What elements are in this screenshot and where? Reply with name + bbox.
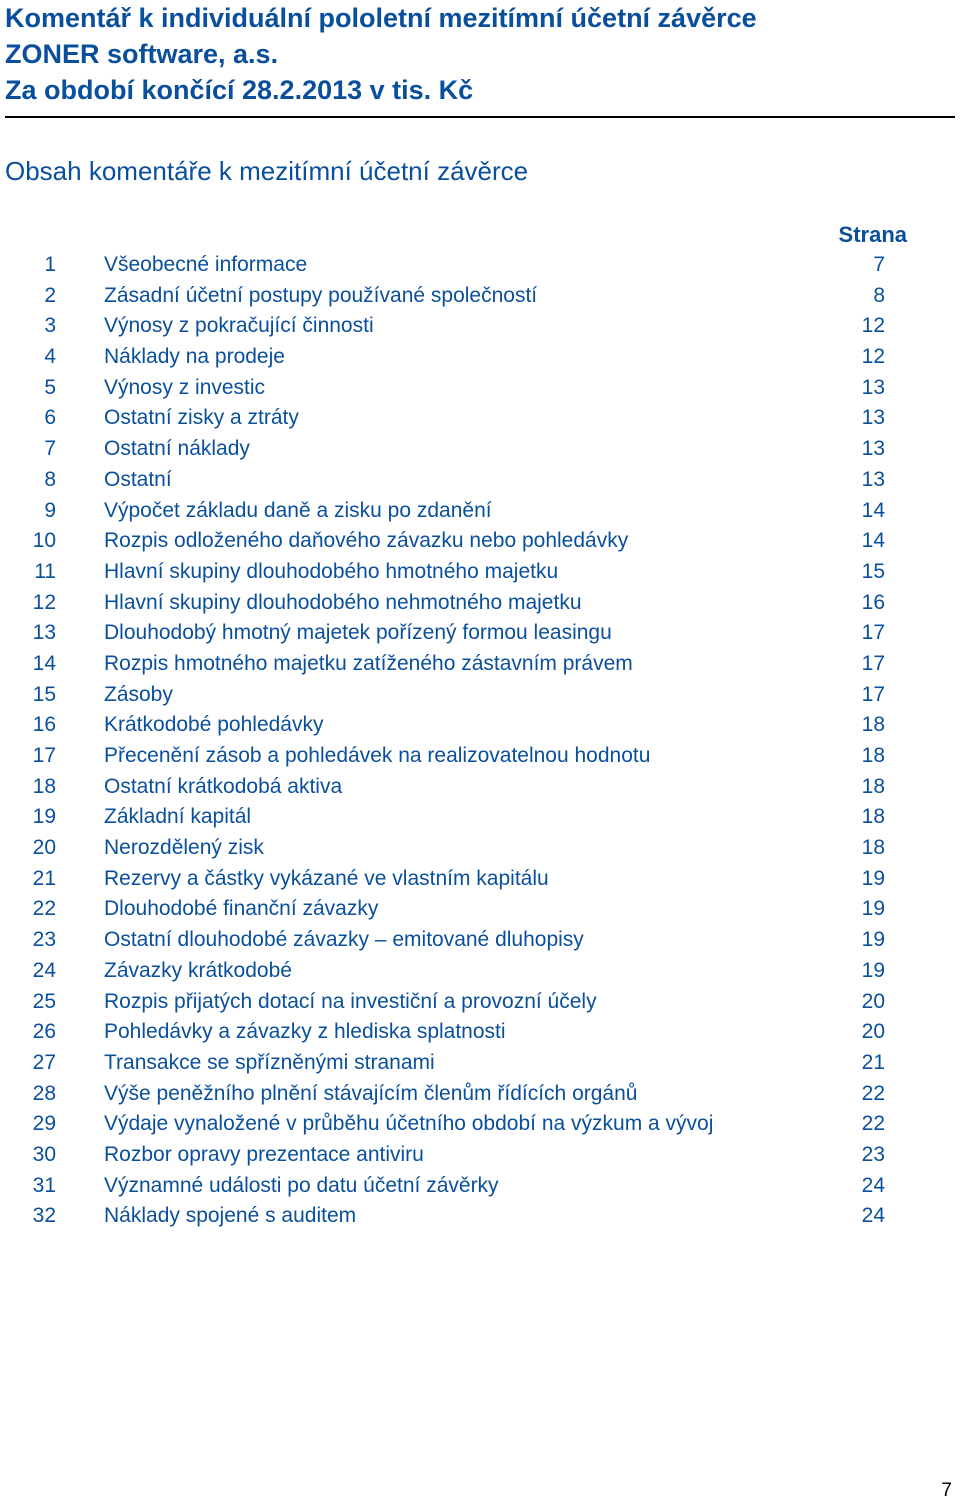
toc-entry-page: 19 [861, 866, 885, 890]
toc-entry-number: 13 [32, 621, 56, 645]
page-number: 7 [941, 1480, 952, 1501]
table-of-contents [0, 250, 960, 1232]
toc-entry[interactable] [0, 864, 960, 895]
toc-entry-page: 17 [861, 682, 885, 706]
document-title: Komentář k individuální pololetní mezitímní účetní závěrce [5, 3, 757, 33]
toc-entry[interactable] [0, 649, 960, 680]
toc-entry-page: 14 [861, 529, 885, 553]
toc-entry[interactable] [0, 342, 960, 373]
toc-entry-page: 23 [861, 1142, 885, 1166]
toc-entry-number: 28 [32, 1081, 56, 1105]
toc-entry-title: Hlavní skupiny dlouhodobého nehmotného majetku [104, 590, 582, 614]
toc-entry-page: 13 [861, 437, 885, 461]
toc-entry-number: 25 [32, 989, 56, 1013]
toc-entry-title: Rozpis přijatých dotací na investiční a provozní účely [104, 989, 597, 1013]
toc-entry[interactable] [0, 710, 960, 741]
toc-entry-page: 8 [873, 283, 885, 307]
toc-entry-number: 17 [32, 744, 56, 767]
toc-entry-page: 17 [861, 651, 885, 675]
toc-entry-number: 18 [32, 774, 56, 798]
toc-entry-number: 30 [32, 1142, 56, 1166]
toc-entry-title: Výpočet základu daně a zisku po zdanění [104, 498, 492, 522]
toc-entry-number: 10 [32, 529, 56, 553]
toc-entry-title: Zásadní účetní postupy používané společností [104, 283, 538, 307]
toc-entry[interactable] [0, 1109, 960, 1140]
reporting-period: Za období končící 28.2.2013 v tis. Kč [5, 75, 474, 105]
toc-entry-page: 20 [861, 1020, 885, 1044]
toc-entry-title: Ostatní krátkodobá aktiva [104, 774, 343, 798]
toc-entry-title: Rozpis hmotného majetku zatíženého zástavním právem [104, 651, 633, 675]
toc-entry-number: 12 [32, 590, 56, 614]
toc-entry[interactable] [0, 496, 960, 527]
toc-entry-title: Dlouhodobé finanční závazky [104, 897, 379, 921]
toc-entry-title: Závazky krátkodobé [104, 958, 292, 982]
toc-entry-title: Výnosy z investic [104, 375, 266, 399]
toc-entry-number: 26 [32, 1020, 56, 1044]
toc-entry[interactable] [0, 802, 960, 833]
toc-entry[interactable] [0, 373, 960, 404]
toc-entry-title: Krátkodobé pohledávky [104, 713, 324, 737]
toc-entry[interactable] [0, 1140, 960, 1171]
toc-entry[interactable] [0, 618, 960, 649]
toc-entry-page: 13 [861, 375, 885, 399]
toc-entry-number: 3 [44, 314, 56, 338]
toc-entry-number: 8 [44, 467, 56, 491]
toc-entry-number: 21 [32, 866, 56, 890]
toc-entry-number: 7 [44, 437, 56, 461]
toc-entry-number: 29 [32, 1112, 56, 1136]
toc-entry[interactable] [0, 1079, 960, 1110]
toc-entry-number: 31 [32, 1173, 56, 1197]
toc-entry-title: Ostatní dlouhodobé závazky – emitované dluhopisy [104, 928, 584, 952]
toc-entry-page: 15 [861, 559, 885, 583]
toc-entry[interactable] [0, 894, 960, 925]
toc-entry-title: Přecenění zásob a pohledávek na realizovatelnou hodnotu [104, 744, 651, 767]
toc-entry-title: Transakce se spřízněnými stranami [104, 1050, 435, 1074]
toc-entry-number: 16 [32, 713, 56, 737]
toc-entry-number: 24 [32, 958, 56, 982]
toc-entry-page: 18 [861, 836, 885, 860]
toc-entry-page: 16 [861, 590, 885, 614]
toc-entry[interactable] [0, 1017, 960, 1048]
toc-entry[interactable] [0, 1201, 960, 1232]
toc-entry-title: Rozbor opravy prezentace antiviru [104, 1142, 424, 1166]
document-header [5, 0, 757, 108]
toc-entry[interactable] [0, 956, 960, 987]
toc-entry[interactable] [0, 925, 960, 956]
company-name: ZONER software, a.s. [5, 39, 279, 69]
toc-entry-page: 12 [861, 314, 885, 338]
toc-entry-title: Výnosy z pokračující činnosti [104, 314, 374, 338]
page-column-label: Strana [838, 222, 907, 247]
toc-entry-page: 24 [861, 1173, 885, 1197]
toc-entry-number: 23 [32, 928, 56, 952]
toc-entry[interactable] [0, 987, 960, 1018]
toc-entry-page: 17 [861, 621, 885, 645]
toc-entry-title: Rezervy a částky vykázané ve vlastním kapitálu [104, 866, 549, 890]
toc-entry-page: 19 [861, 958, 885, 982]
toc-entry-title: Ostatní [104, 467, 172, 491]
toc-entry-number: 32 [32, 1204, 56, 1228]
toc-entry-number: 22 [32, 897, 56, 921]
toc-entry-title: Náklady na prodeje [104, 345, 285, 369]
toc-entry-page: 18 [861, 744, 885, 767]
header-divider [5, 116, 955, 118]
toc-entry-page: 14 [861, 498, 885, 522]
toc-entry-number: 15 [32, 682, 56, 706]
toc-entry-title: Nerozdělený zisk [104, 836, 264, 860]
toc-entry-number: 1 [44, 253, 56, 276]
toc-entry-number: 11 [34, 559, 56, 583]
toc-entry[interactable] [0, 526, 960, 557]
toc-entry-page: 7 [873, 253, 885, 276]
toc-entry-title: Ostatní zisky a ztráty [104, 406, 299, 430]
toc-entry[interactable] [0, 311, 960, 342]
toc-title: Obsah komentáře k mezitímní účetní závěrce [5, 156, 529, 186]
toc-entry-number: 2 [44, 283, 56, 307]
toc-entry[interactable] [0, 588, 960, 619]
toc-entry-page: 13 [861, 406, 885, 430]
toc-entry-title: Ostatní náklady [104, 437, 250, 461]
toc-entry[interactable] [0, 1171, 960, 1202]
toc-entry[interactable] [0, 403, 960, 434]
toc-entry[interactable] [0, 434, 960, 465]
toc-entry-page: 19 [861, 897, 885, 921]
toc-entry-page: 13 [861, 467, 885, 491]
toc-entry[interactable] [0, 680, 960, 711]
toc-entry-page: 22 [861, 1081, 885, 1105]
toc-entry-number: 9 [44, 498, 56, 522]
toc-entry-number: 6 [44, 406, 56, 430]
toc-entry[interactable] [0, 1048, 960, 1079]
toc-entry-number: 19 [32, 805, 56, 829]
toc-entry[interactable] [0, 741, 960, 772]
toc-entry-page: 24 [861, 1204, 885, 1228]
toc-entry-title: Rozpis odloženého daňového závazku nebo pohledávky [104, 529, 629, 553]
toc-entry-number: 5 [44, 375, 56, 399]
toc-entry-title: Výdaje vynaložené v průběhu účetního období na výzkum a vývoj [104, 1112, 714, 1136]
toc-entry[interactable] [0, 772, 960, 803]
toc-entry[interactable] [0, 250, 960, 281]
toc-entry-page: 18 [861, 713, 885, 737]
toc-entry-title: Dlouhodobý hmotný majetek pořízený formou leasingu [104, 621, 612, 645]
toc-entry-title: Základní kapitál [104, 805, 252, 829]
toc-entry[interactable] [0, 465, 960, 496]
toc-entry[interactable] [0, 557, 960, 588]
toc-entry-title: Významné události po datu účetní závěrky [104, 1173, 499, 1197]
toc-entry-number: 27 [32, 1050, 56, 1074]
toc-entry-page: 12 [861, 345, 885, 369]
toc-entry-title: Výše peněžního plnění stávajícím členům řídících orgánů [104, 1081, 638, 1105]
toc-entry-page: 22 [861, 1112, 885, 1136]
toc-entry-number: 20 [32, 836, 56, 860]
toc-entry-page: 19 [861, 928, 885, 952]
toc-entry-title: Náklady spojené s auditem [104, 1204, 357, 1228]
toc-entry-title: Pohledávky a závazky z hlediska splatnosti [104, 1020, 506, 1044]
toc-entry-page: 18 [861, 774, 885, 798]
toc-entry[interactable] [0, 281, 960, 312]
toc-entry-page: 20 [861, 989, 885, 1013]
toc-entry-number: 14 [32, 651, 56, 675]
toc-entry[interactable] [0, 833, 960, 864]
toc-entry-title: Zásoby [104, 682, 173, 706]
toc-entry-page: 21 [861, 1050, 885, 1074]
toc-entry-title: Všeobecné informace [104, 253, 308, 276]
toc-entry-title: Hlavní skupiny dlouhodobého hmotného majetku [104, 559, 559, 583]
toc-entry-number: 4 [44, 345, 56, 369]
toc-entry-page: 18 [861, 805, 885, 829]
